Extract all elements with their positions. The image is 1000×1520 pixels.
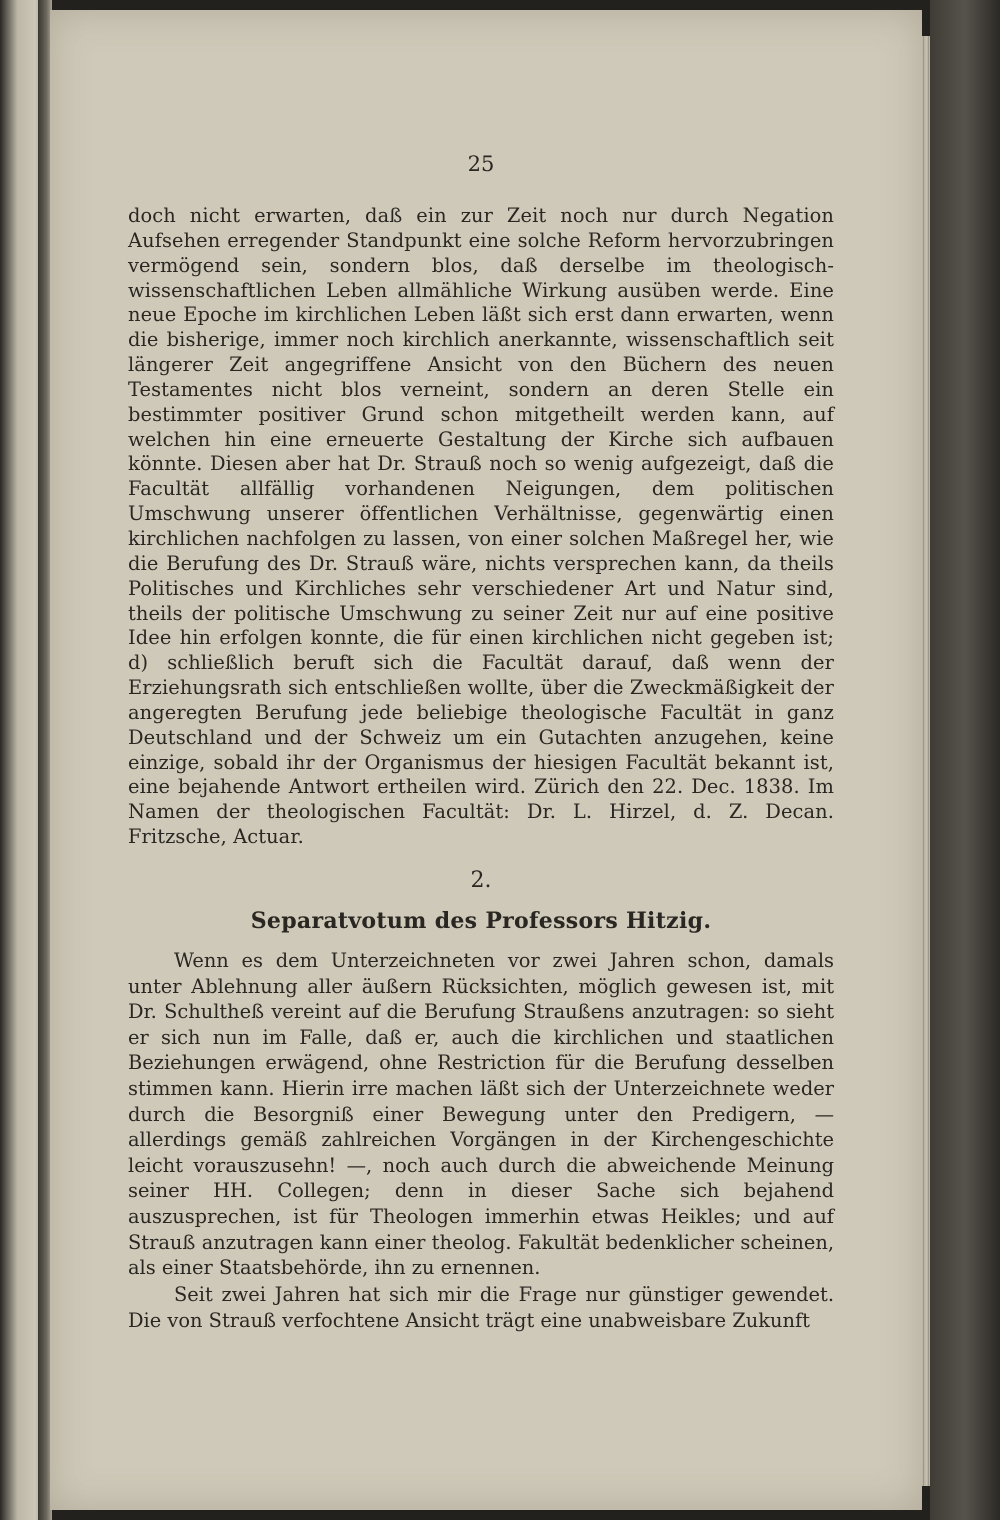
paragraph-continued: doch nicht erwarten, daß ein zur Zeit noch nur durch Negation Aufsehen erregender Standpunkt eine solche Reform hervorzubringen vermögend sein, sondern blos, daß derselbe im theologisch-wissenschaftlichen Leben allmähliche Wirkung ausüben werde. Eine neue Epoche im kirchlichen Leben läßt sich erst dann erwarten, wenn die bisherige, immer noch kirchlich anerkannte, wissenschaftlich seit längerer Zeit angegriffene Ansicht von den Büchern des neuen Testamentes nicht blos verneint, sondern an deren Stelle ein bestimmter positiver Grund schon mitgetheilt werden kann, auf welchen hin eine erneuerte Gestaltung der Kirche sich aufbauen könnte. Diesen aber hat Dr. Strauß noch so wenig aufgezeigt, daß die Facultät allfällig vorhandenen Neigungen, dem politischen Umschwung unserer öffentlichen Verhältnisse, gegenwärtig einen kirchlichen nachfolgen zu lassen, von einer solchen Maßregel her, wie die Berufung des Dr. Strauß wäre, nichts versprechen kann, da theils Politisches und Kirchliches sehr verschiedener Art und Natur sind, theils der politische Umschwung zu seiner Zeit nur auf eine positive Idee hin erfolgen konnte, die für einen kirchlichen nicht gegeben ist; d) schließlich beruft sich die Facultät darauf, daß wenn der Erziehungsrath sich entschließen wollte, über die Zweckmäßigkeit der angeregten Berufung jede beliebige theologische Facultät in ganz Deutschland und der Schweiz um ein Gutachten anzugehen, keine einzige, sobald ihr der Organismus der hiesigen Facultät bekannt ist, eine bejahende Antwort ertheilen wird. Zürich den 22. Dec. 1838. Im Namen der theologischen Facultät: Dr. L. Hirzel, d. Z. Decan. Fritzsche, Actuar. [128, 204, 834, 849]
paragraph-separatvotum: Wenn es dem Unterzeichneten vor zwei Jahren schon, damals unter Ablehnung aller äußern Rücksichten, möglich gewesen ist, mit Dr. Schultheß vereint auf die Berufung Straußens anzutragen: so sieht er sich nun im Falle, daß er, auch die kirchlichen und staatlichen Beziehungen erwägend, ohne Restriction für die Berufung desselben stimmen kann. Hierin irre machen läßt sich der Unterzeichnete weder durch die Besorgniß einer Bewegung unter den Predigern, — allerdings gemäß zahlreichen Vorgängen in der Kirchengeschichte leicht vorauszusehn! —, noch auch durch die abweichende Meinung seiner HH. Collegen; denn in dieser Sache sich bejahend auszusprechen, ist für Theologen immerhin etwas Heikles; und auf Strauß anzutragen kann einer theolog. Fakultät bedenklicher scheinen, als einer Staatsbehörde, ihn zu ernennen. [128, 949, 834, 1280]
book-cover-edge [930, 0, 1000, 1520]
section-heading: Separatvotum des Professors Hitzig. [250, 908, 712, 934]
section-number: 2. [470, 868, 492, 893]
paragraph-continuation: Seit zwei Jahren hat sich mir die Frage nur günstiger gewendet. Die von Strauß verfochtene Ansicht trägt eine unabweisbare Zukunft [128, 1283, 834, 1332]
page-number: 25 [467, 152, 495, 176]
book-page [50, 10, 922, 1510]
